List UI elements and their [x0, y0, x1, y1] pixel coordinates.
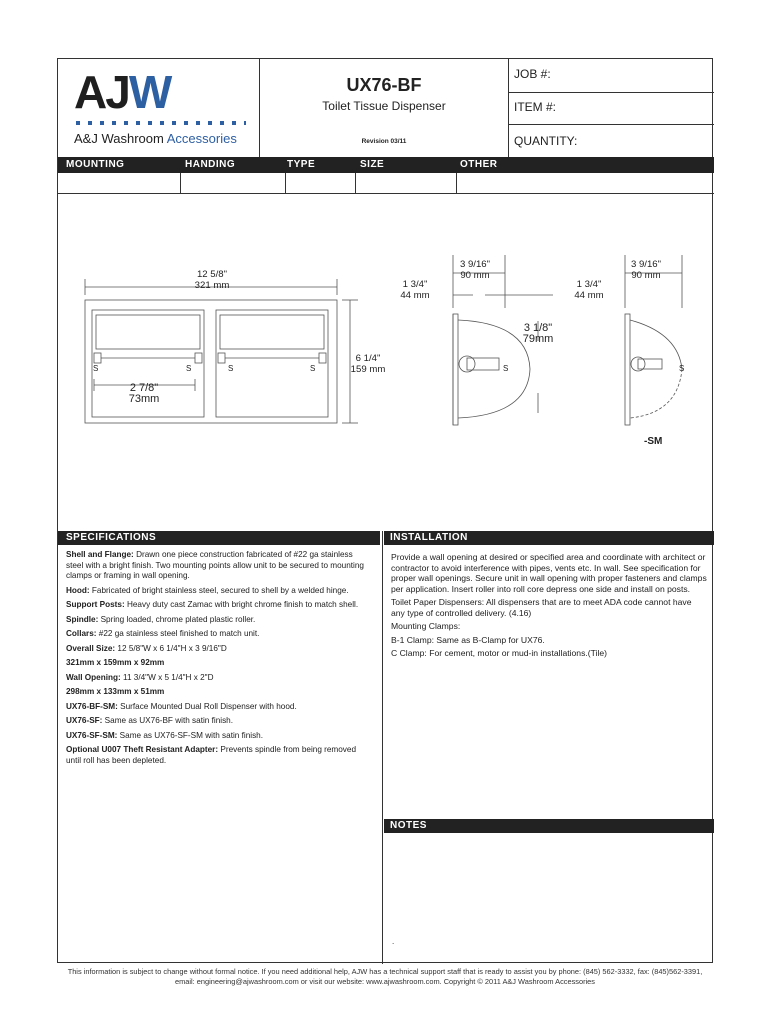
spec-item	[66, 550, 372, 582]
spec-item	[66, 716, 372, 727]
type-cell[interactable]	[285, 173, 356, 193]
s-mark: S	[503, 364, 509, 373]
left-hood	[96, 315, 200, 349]
s-mark: S	[679, 364, 685, 373]
installation-header: INSTALLATION	[384, 531, 714, 545]
installation-text	[391, 552, 707, 662]
spec-sheet	[57, 58, 713, 963]
footer-line-1: This information is subject to change without formal notice. If you need additional help, AJW has a technical support staff that is ready to assist you by phone: (845) 562-3332, fax: (845)562-3391,	[67, 967, 703, 976]
s-mark: S	[228, 364, 234, 373]
spec-item	[66, 687, 372, 698]
spec-term: Spindle:	[66, 614, 99, 624]
installation-paragraph: C Clamp: For cement, motor or mud-in installations.(Tile)	[391, 648, 608, 658]
side1-offset-dim: 1 3/4" 44 mm	[400, 279, 430, 301]
other-cell[interactable]	[456, 173, 714, 193]
spec-term: Wall Opening:	[66, 672, 121, 682]
spec-text: Prevents spindle from being removed until roll has been depleted.	[66, 745, 357, 765]
spec-item	[66, 673, 372, 684]
job-field[interactable]: JOB #:	[508, 59, 714, 93]
installation-paragraph: B-1 Clamp: Same as B-Clamp for UX76.	[391, 634, 545, 645]
post-spacing-dim: 2 7/8" 73mm	[128, 382, 160, 405]
spec-term: Shell and Flange:	[66, 550, 134, 559]
post	[94, 353, 101, 363]
col-handing: HANDING	[185, 159, 236, 170]
col-size: SIZE	[360, 159, 385, 170]
spec-text: 11 3/4"W x 5 1/4"H x 2"D	[120, 672, 214, 682]
column-header-bar	[58, 157, 714, 173]
spec-text: Fabricated of bright stainless steel, secured to shell by a welded hinge.	[89, 585, 349, 595]
logo-dots	[76, 121, 246, 125]
right-hood	[220, 315, 324, 349]
spec-term: 321mm x 159mm x 92mm	[66, 658, 165, 667]
side2-offset-dim: 1 3/4" 44 mm	[574, 279, 604, 301]
side1-depth-dim: 3 9/16" 90 mm	[459, 259, 491, 281]
spec-text: 12 5/8"W x 6 1/4"H x 3 9/16"D	[115, 643, 227, 653]
company-name: A&J Washroom Accessories	[74, 131, 237, 146]
spec-term: UX76-SF-SM:	[66, 730, 118, 740]
side2-depth-dim: 3 9/16" 90 mm	[630, 259, 662, 281]
spec-term: 298mm x 133mm x 51mm	[66, 687, 165, 696]
spec-item	[66, 702, 372, 713]
spec-text: Heavy duty cast Zamac with bright chrome finish to match shell.	[124, 600, 359, 609]
spec-term: Overall Size:	[66, 643, 116, 653]
col-type: TYPE	[287, 159, 316, 170]
installation-paragraph: Provide a wall opening at desired or specified area and coordinate with architect or contractor to avoid interference with pipes, vents etc. In wall. See specification for proper wall openings. Secure unit in wall opening with proper fasteners and clamps per application. Insert roller into roll core depress one side and install on posts.	[391, 552, 707, 594]
spec-text: Drawn one piece construction fabricated of #22 ga stainless steel with a bright finish. Two mounting points allow unit to be secured to mounting clamps or framing in wall opening.	[66, 550, 364, 580]
handing-cell[interactable]	[180, 173, 286, 193]
notes-field[interactable]: .	[392, 937, 395, 946]
spec-term: Hood:	[66, 585, 90, 595]
height-dim: 6 1/4" 159 mm	[350, 353, 386, 375]
spec-text: Spring loaded, chrome plated plastic roller.	[98, 614, 256, 624]
revision: Revision 03/11	[361, 138, 407, 145]
spec-term: UX76-BF-SM:	[66, 701, 118, 711]
specifications-header: SPECIFICATIONS	[58, 531, 380, 545]
spec-item	[66, 644, 372, 655]
sm-label: -SM	[644, 436, 663, 447]
product-name: Toilet Tissue Dispenser	[322, 99, 446, 113]
spec-term: Optional U007 Theft Resistant Adapter:	[66, 745, 219, 754]
size-cell[interactable]	[355, 173, 457, 193]
spec-term: UX76-SF:	[66, 716, 103, 725]
installation-paragraph: Toilet Paper Dispensers: All dispensers that are to meet ADA code cannot have any type of controlled delivery. (4.16)	[391, 597, 692, 618]
spec-item	[66, 658, 372, 669]
col-mounting: MOUNTING	[66, 159, 125, 170]
mounting-cell[interactable]	[58, 173, 181, 193]
spec-text: Same as UX76-BF with satin finish.	[102, 716, 234, 725]
col-other: OTHER	[460, 159, 498, 170]
notes-header: NOTES	[384, 819, 714, 833]
spec-term: Support Posts:	[66, 600, 125, 609]
front-width-dim: 12 5/8" 321 mm	[194, 269, 230, 291]
footer-line-2: email: engineering@ajwashroom.com or visit our website: www.ajwashroom.com. Copyright © 2011 A&J Washroom Accessories	[174, 977, 595, 986]
logo-mark	[74, 70, 246, 120]
spec-text: Surface Mounted Dual Roll Dispenser with hood.	[117, 701, 297, 711]
spec-item	[66, 731, 372, 742]
ajw-logo	[74, 70, 246, 120]
spec-item	[66, 629, 372, 640]
side1-proj-dim: 3 1/8" 79mm	[522, 322, 554, 345]
spec-item	[66, 745, 372, 766]
specifications-list	[66, 550, 372, 770]
drawing-area	[58, 193, 714, 529]
spec-item	[66, 600, 372, 611]
quantity-field[interactable]: QUANTITY:	[514, 134, 578, 148]
s-mark: S	[310, 364, 316, 373]
column-divider	[382, 531, 383, 964]
s-mark: S	[186, 364, 192, 373]
logo-aj: AJW	[74, 70, 171, 118]
spec-text: #22 ga stainless steel finished to match unit.	[96, 629, 260, 638]
spec-item	[66, 615, 372, 626]
item-field[interactable]: ITEM #:	[508, 92, 714, 125]
model-number: UX76-BF	[346, 75, 422, 95]
installation-paragraph: Mounting Clamps:	[391, 621, 461, 631]
spec-term: Collars:	[66, 629, 97, 638]
spec-item	[66, 586, 372, 597]
spec-text: Same as UX76-SF-SM with satin finish.	[117, 730, 264, 740]
footer	[57, 967, 713, 987]
s-mark: S	[93, 364, 99, 373]
column-input-row	[58, 173, 714, 194]
